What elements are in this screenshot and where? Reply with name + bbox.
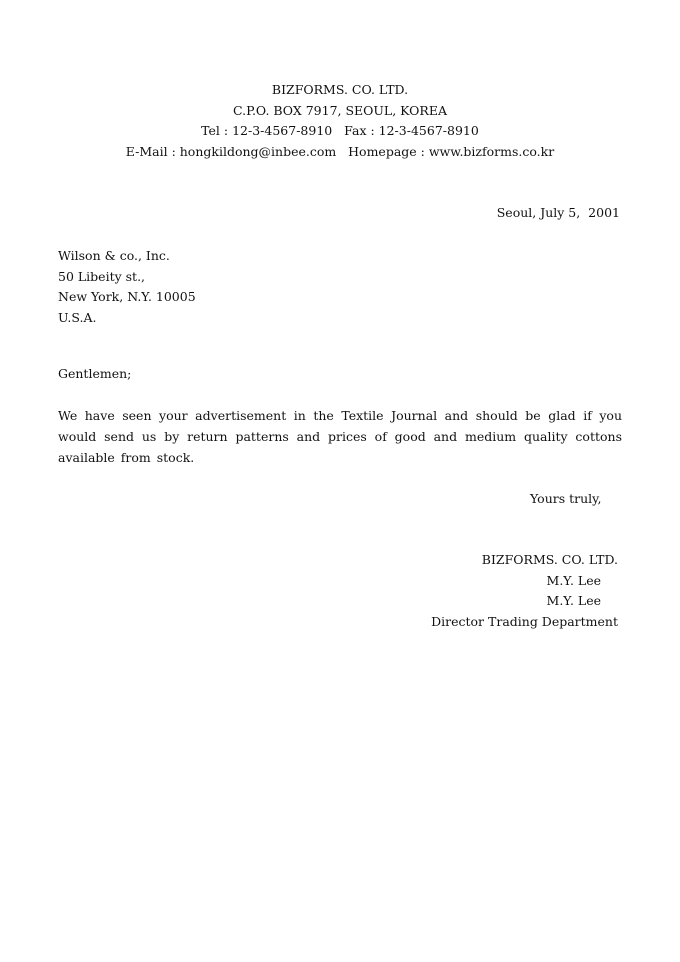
- signature-title: Director Trading Department: [431, 613, 618, 629]
- letter-date: Seoul, July 5, 2001: [496, 205, 620, 220]
- recipient-city: New York, N.Y. 10005: [58, 289, 196, 304]
- letterhead-phone-fax: Tel : 12-3-4567-8910 Fax : 12-3-4567-8910: [201, 123, 479, 138]
- letterhead-company: BIZFORMS. CO. LTD.: [271, 82, 409, 97]
- letter-body: We have seen your advertisement in the Textile Journal and should be glad if you would send us by return patterns and prices of good and medium quality cottons available from stock.: [58, 408, 622, 465]
- recipient-address: [58, 246, 196, 328]
- recipient-street: 50 Libeity st.,: [58, 268, 146, 284]
- signature-name: M.Y. Lee: [546, 572, 601, 588]
- closing: Yours truly,: [530, 491, 602, 506]
- letterhead: [0, 80, 680, 162]
- letterhead-address: C.P.O. BOX 7917, SEOUL, KOREA: [232, 102, 447, 118]
- recipient-country: U.S.A.: [58, 309, 97, 325]
- signature-name: M.Y. Lee: [546, 593, 601, 608]
- recipient-name: Wilson & co., Inc.: [58, 248, 170, 263]
- signature-block: [431, 550, 618, 632]
- letterhead-email-homepage: E-Mail : hongkildong@inbee.com Homepage : www.bizforms.co.kr: [125, 143, 555, 159]
- signature-company: BIZFORMS. CO. LTD.: [481, 552, 618, 567]
- salutation: Gentlemen;: [58, 366, 132, 381]
